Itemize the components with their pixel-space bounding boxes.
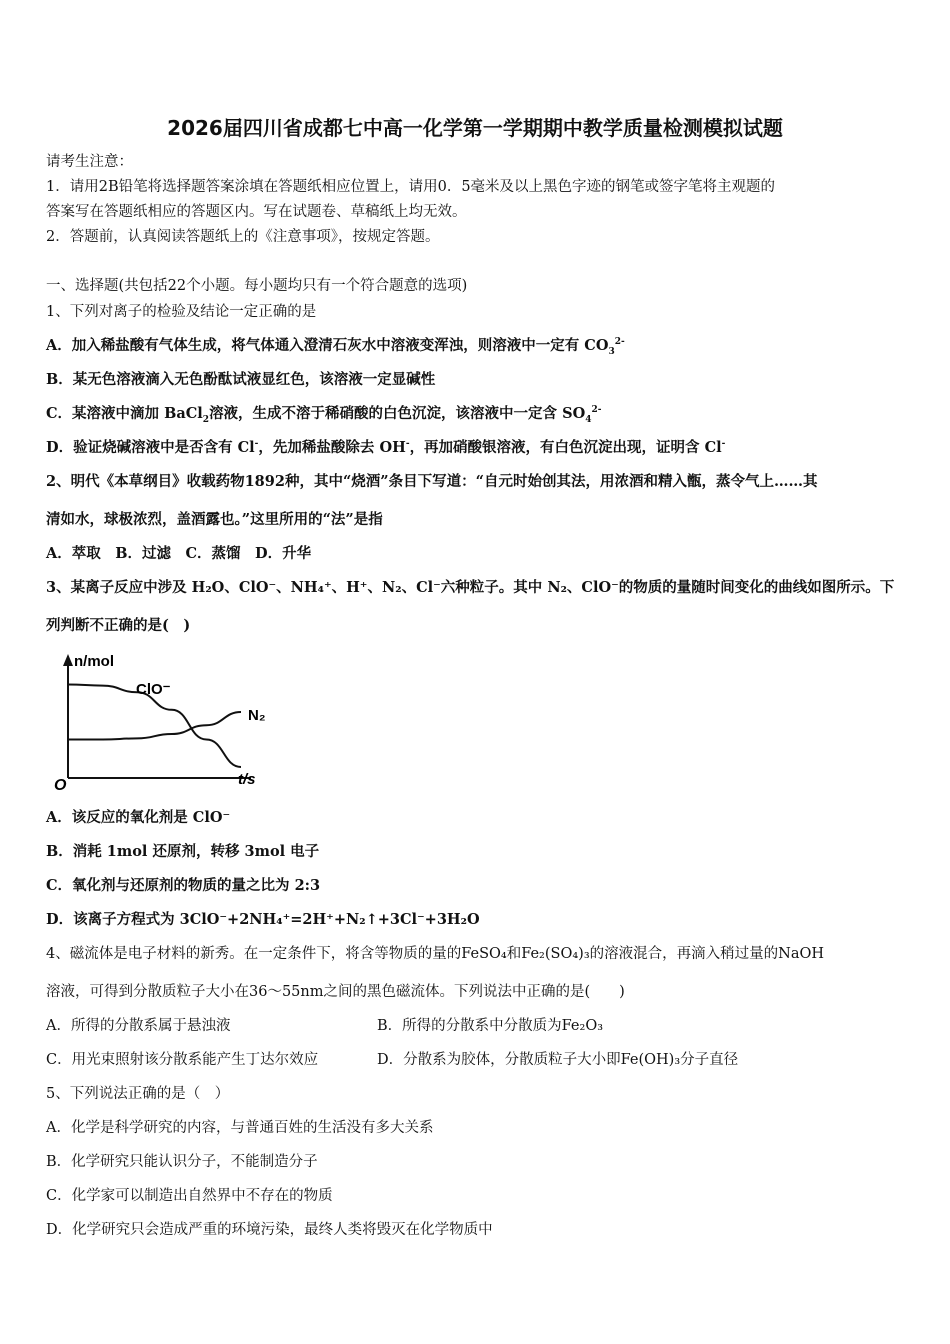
q4-option-c: C．用光束照射该分散系能产生丁达尔效应 — [46, 1052, 319, 1068]
q2-stem-a: 2、明代《本草纲目》收载药物1892种，其中“烧酒”条目下写道：“自元时始创其法，用浓酒和精入甑，蒸令气上……其 — [46, 473, 818, 490]
q4-stem-a: 4、磁流体是电子材料的新秀。在一定条件下，将含等物质的量的FeSO₄和Fe₂(SO₄)₃的溶液混合，再滴入稍过量的NaOH — [46, 946, 824, 962]
q4-stem-b: 溶液，可得到分散质粒子大小在36～55nm之间的黑色磁流体。下列说法中正确的是( ) — [46, 984, 625, 1000]
q4-option-d: D．分散系为胶体，分散质粒子大小即Fe(OH)₃分子直径 — [377, 1052, 739, 1068]
q3-stem-b: 列判断不正确的是( ) — [46, 617, 191, 634]
y-axis-label: n/mol — [74, 653, 114, 670]
q3-chart — [46, 648, 286, 798]
q5-option-a: A．化学是科学研究的内容，与普通百姓的生活没有多大关系 — [46, 1120, 434, 1136]
notice-heading: 请考生注意： — [46, 154, 133, 170]
q4-option-b: B．所得的分散系中分散质为Fe₂O₃ — [377, 1018, 604, 1034]
q3-stem-a: 3、某离子反应中涉及 H₂O、ClO⁻、NH₄⁺、H⁺、N₂、Cl⁻六种粒子。其中 N₂、ClO⁻的物质的量随时间变化的曲线如图所示。下 — [46, 579, 895, 596]
q2-options: A．萃取 B．过滤 C．蒸馏 D．升华 — [46, 545, 312, 562]
n2-series-label: N₂ — [248, 707, 266, 724]
q5-option-b: B．化学研究只能认识分子，不能制造分子 — [46, 1154, 318, 1170]
q5-stem: 5、下列说法正确的是（ ） — [46, 1086, 230, 1102]
q5-option-c: C．化学家可以制造出自然界中不存在的物质 — [46, 1188, 333, 1204]
q2-stem-b: 清如水，球极浓烈，盖酒露也。”这里所用的“法”是指 — [46, 511, 383, 528]
origin-label: O — [54, 777, 67, 794]
n2-series-line — [68, 712, 241, 740]
q1-stem: 1、下列对离子的检验及结论一定正确的是 — [46, 304, 317, 320]
x-axis-label: t/s — [238, 771, 256, 788]
q5-option-d: D．化学研究只会造成严重的环境污染，最终人类将毁灭在化学物质中 — [46, 1222, 493, 1238]
q3-option-b: B．消耗 1mol 还原剂，转移 3mol 电子 — [46, 843, 320, 860]
q1-option-a: A．加入稀盐酸有气体生成，将气体通入澄清石灰水中溶液变浑浊，则溶液中一定有 $CO_3^{2-}$ — [46, 337, 625, 357]
q1-option-b: B．某无色溶液滴入无色酚酞试液显红色，该溶液一定显碱性 — [46, 371, 436, 388]
clo-series-label: ClO⁻ — [136, 681, 171, 698]
q1-option-c: C．某溶液中滴加 BaCl$_2$溶液，生成不溶于稀硝酸的白色沉淀，该溶液中一定含 $SO_4^{2-}$ — [46, 405, 602, 425]
q3-option-c: C．氧化剂与还原剂的物质的量之比为 2:3 — [46, 877, 321, 894]
notice-item-1b: 答案写在答题纸相应的答题区内。写在试题卷、草稿纸上均无效。 — [46, 204, 467, 220]
section-heading: 一、选择题(共包括22个小题。每小题均只有一个符合题意的选项) — [46, 278, 468, 294]
notice-item-2: 2．答题前，认真阅读答题纸上的《注意事项》，按规定答题。 — [46, 229, 440, 245]
y-axis-arrow — [63, 654, 73, 666]
page-title: 2026届四川省成都七中高一化学第一学期期中教学质量检测模拟试题 — [167, 116, 783, 140]
q1-option-d: D．验证烧碱溶液中是否含有 Cl-，先加稀盐酸除去 OH-，再加硝酸银溶液，有白色沉淀出现，证明含 Cl- — [46, 439, 726, 456]
notice-item-1a: 1．请用2B铅笔将选择题答案涂填在答题纸相应位置上，请用0．5毫米及以上黑色字迹的钢笔或签字笔将主观题的 — [46, 179, 776, 195]
q3-option-d: D．该离子方程式为 3ClO⁻+2NH₄⁺=2H⁺+N₂↑+3Cl⁻+3H₂O — [46, 911, 480, 928]
q3-option-a: A．该反应的氧化剂是 ClO⁻ — [46, 809, 231, 826]
q4-option-a: A．所得的分散系属于悬浊液 — [46, 1018, 231, 1034]
